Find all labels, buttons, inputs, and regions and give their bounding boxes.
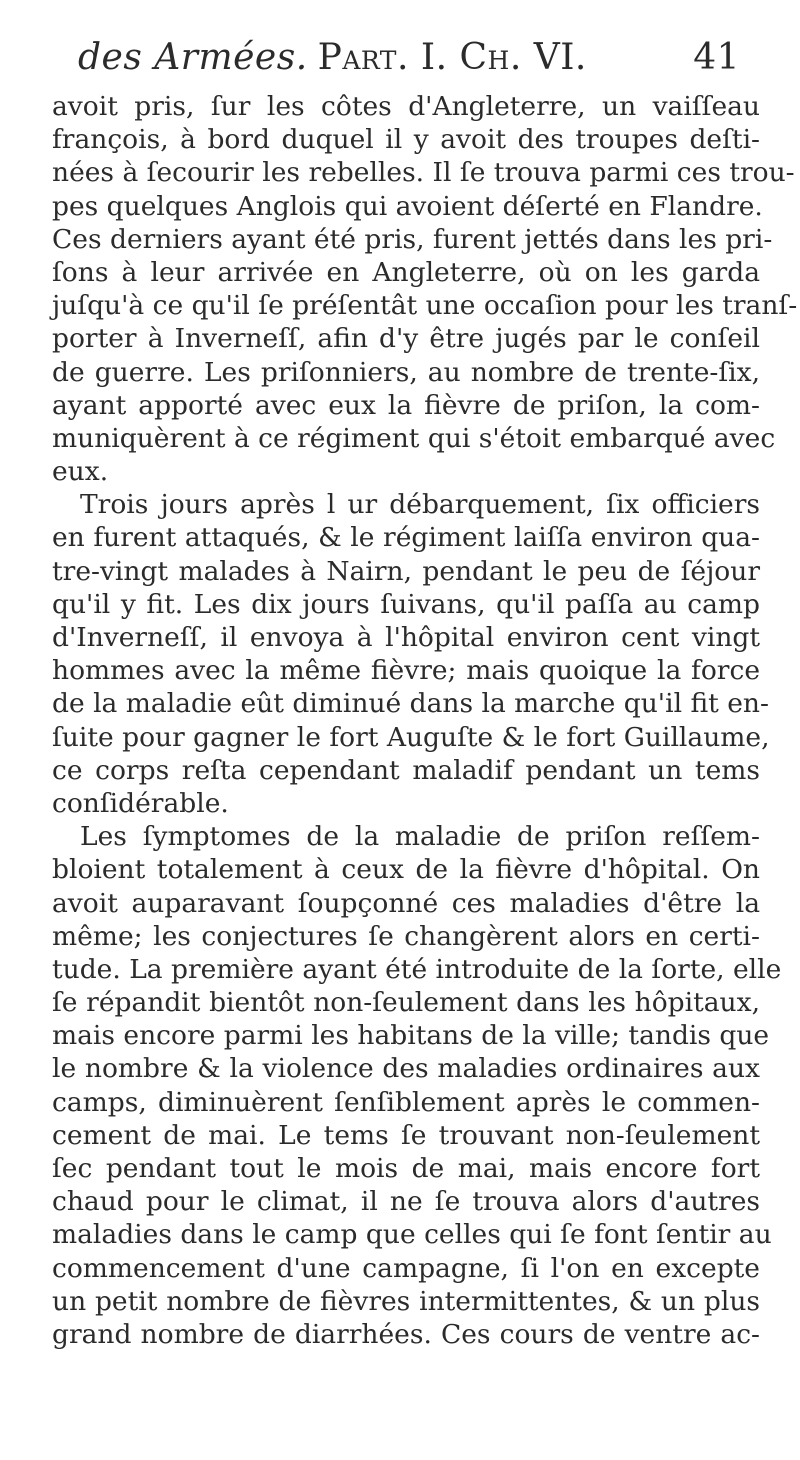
text-line: qu'il y fit. Les dix jours ſuivans, qu'il paſſa au camp	[52, 588, 760, 620]
text-line: ce corps reſta cependant maladif pendant un tems	[52, 754, 760, 786]
text-line: d'Inverneſſ, il envoya à l'hôpital environ cent vingt	[52, 622, 760, 653]
text-line: maladies dans le camp que celles qui ſe font ſentir au	[52, 1219, 772, 1251]
text-line: pes quelques Anglois qui avoient déſerté en Flandre.	[52, 190, 763, 222]
text-line: ſons à leur arrivée en Angleterre, où on les garda	[52, 256, 760, 288]
text-line: ſe répandit bientôt non-ſeulement dans les hôpitaux,	[52, 987, 760, 1019]
paragraph-start-line: Les ſymptomes de la maladie de priſon reſſem-	[80, 821, 760, 853]
text-line: en furent attaqués, & le régiment laiſſa environ qua-	[52, 522, 760, 554]
header-part-chapter: Part. I. Ch. VI.	[317, 37, 587, 78]
body-text	[52, 90, 798, 1351]
running-header	[78, 30, 778, 85]
paragraph-end-line: conſidérable.	[52, 787, 229, 819]
text-line: ayant apporté avec eux la fièvre de priſon, la com-	[52, 389, 760, 421]
text-line: hommes avec la même fièvre; mais quoique la force	[52, 655, 760, 687]
text-line: tude. La première ayant été introduite de la ſorte, elle	[52, 953, 782, 985]
text-line: muniquèrent à ce régiment qui s'étoit embarqué avec	[52, 422, 776, 454]
text-line: camps, diminuèrent ſenſiblement après le commen-	[52, 1086, 760, 1118]
text-line: chaud pour le climat, il ne ſe trouva alors d'autres	[52, 1186, 760, 1218]
text-line: porter à Inverneſſ, afin d'y être jugés par le conſeil	[52, 323, 760, 355]
text-line: ſec pendant tout le mois de mai, mais encore fort	[52, 1153, 760, 1184]
text-line: mais encore parmi les habitans de la ville; tandis que	[52, 1020, 770, 1052]
text-line: grand nombre de diarrhées. Ces cours de ventre ac-	[52, 1318, 760, 1350]
text-line: avoit pris, ſur les côtes d'Angleterre, un vaiſſeau	[52, 91, 760, 122]
text-line: nées à ſecourir les rebelles. Il ſe trouva parmi ces trou-	[52, 157, 795, 189]
text-line: avoit auparavant ſoupçonné ces maladies d'être la	[52, 887, 760, 919]
text-line: même; les conjectures ſe changèrent alors en certi-	[52, 920, 760, 952]
text-line: bloient totalement à ceux de la fièvre d'hôpital. On	[52, 854, 760, 886]
paragraph-start-line: Trois jours après l ur débarquement, ſix officiers	[80, 489, 760, 521]
text-line: ſuite pour gagner le fort Auguſte & le fort Guillaume,	[52, 721, 770, 753]
text-line: juſqu'à ce qu'il ſe préſentât une occaſion pour les tranſ-	[52, 290, 798, 322]
text-line: un petit nombre de fièvres intermittentes, & un plus	[52, 1285, 760, 1317]
header-title: des Armées.	[78, 37, 308, 78]
page-number: 41	[693, 37, 740, 78]
text-line: de guerre. Les priſonniers, au nombre de trente-ſix,	[52, 356, 760, 388]
text-line: de la maladie eût diminué dans la marche qu'il fit en-	[52, 688, 769, 720]
text-line: le nombre & la violence des maladies ordinaires aux	[52, 1053, 760, 1085]
text-line: françois, à bord duquel il y avoit des troupes deſti-	[52, 124, 760, 156]
text-line: tre-vingt malades à Nairn, pendant le peu de ſéjour	[52, 555, 760, 587]
paragraph-end-line: eux.	[52, 456, 109, 488]
text-line: commencement d'une campagne, ſi l'on en excepte	[52, 1252, 760, 1284]
text-line: Ces derniers ayant été pris, furent jettés dans les pri-	[52, 223, 773, 255]
text-line: cement de mai. Le tems ſe trouvant non-ſeulement	[52, 1119, 760, 1151]
